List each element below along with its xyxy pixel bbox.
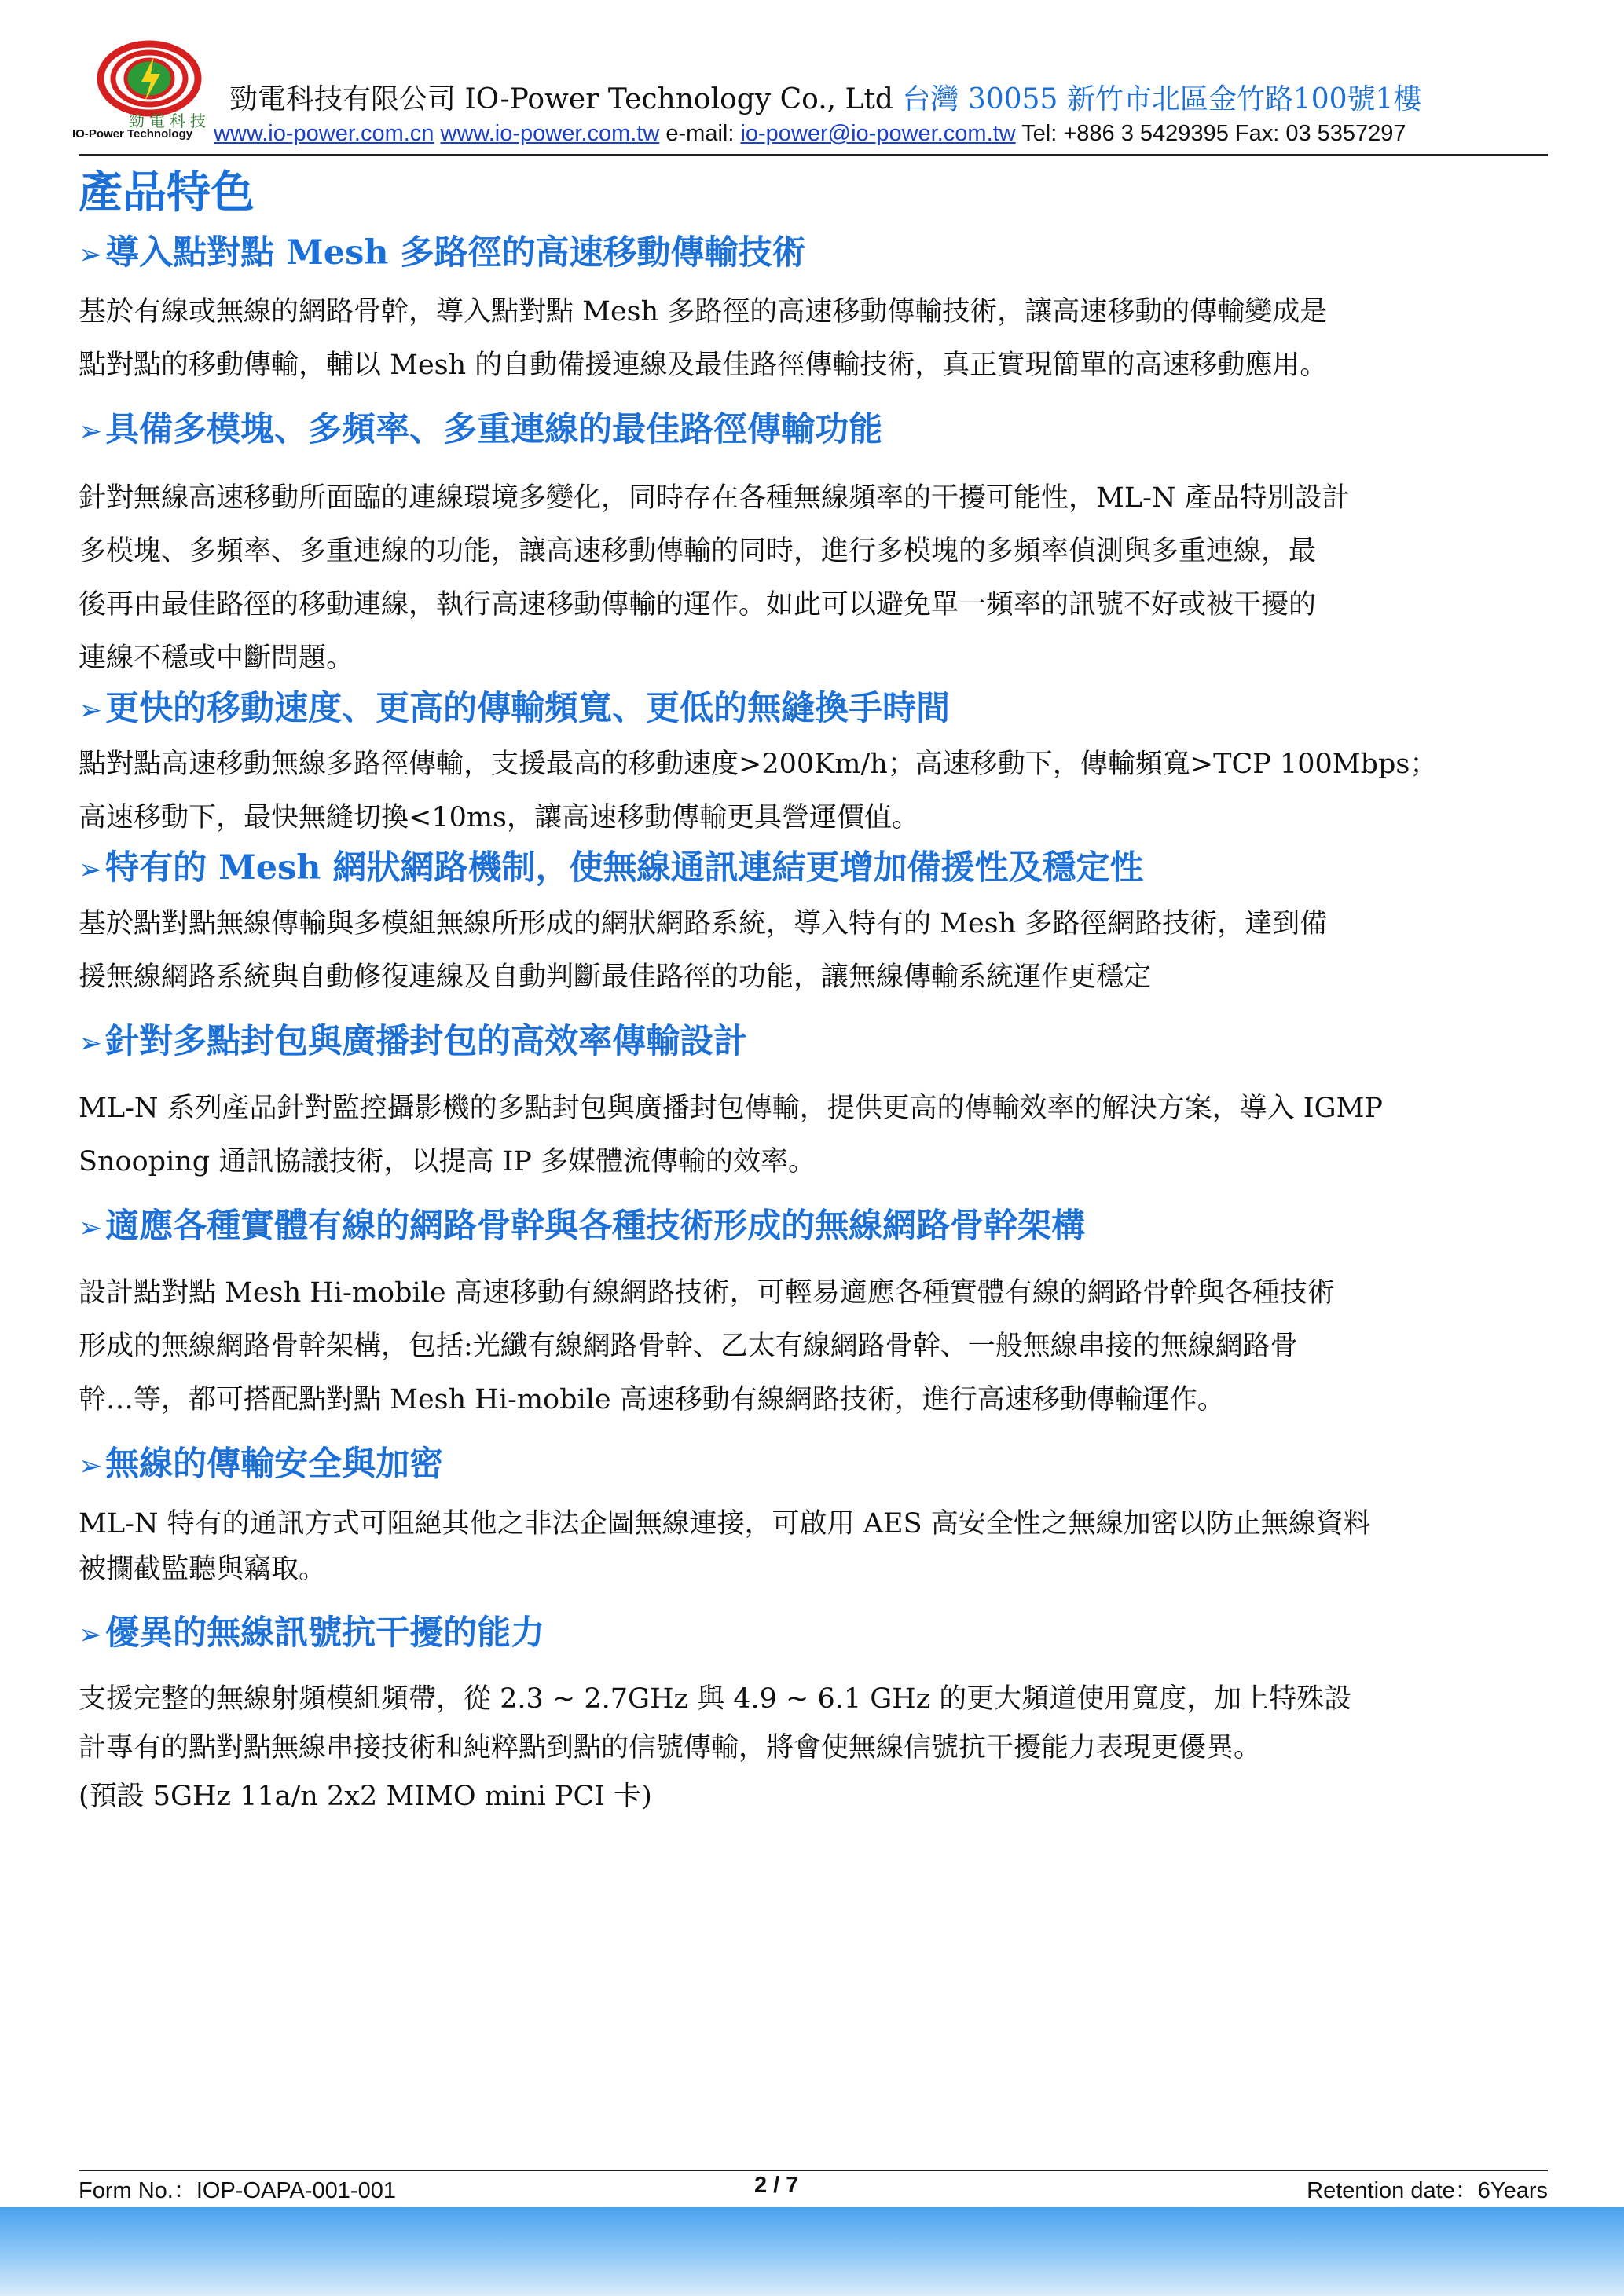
section-heading: ➢無線的傳輸安全與加密 <box>79 1445 444 1484</box>
arrow-bullet-icon: ➢ <box>79 1027 103 1060</box>
section-body: 針對無線高速移動所面臨的連線環境多變化，同時存在各種無線頻率的干擾可能性，ML-N 產品特別設計 多模塊、多頻率、多重連線的功能，讓高速移動傳輸的同時，進行多模塊的多頻率偵測與多重連線，最 後再由最佳路徑的移動連線，執行高速移動傳輸的運作。如此可以避免單一頻率的訊號不好或被干擾的 連線不穩或中斷問題。 <box>79 482 1350 674</box>
section-heading: ➢導入點對點 Mesh 多路徑的高速移動傳輸技術 <box>79 233 806 273</box>
section-body: 支援完整的無線射頻模組頻帶，從 2.3 ~ 2.7GHz 與 4.9 ~ 6.1 GHz 的更大頻道使用寬度，加上特殊設 計專有的點對點無線串接技術和純粹點到點的信號傳輸，將會使無線信號抗干擾能力表現更優異。 (預設 5GHz 11a/n 2x2 MIMO mini PCI 卡) <box>79 1683 1352 1812</box>
section-body: 設計點對點 Mesh Hi-mobile 高速移動有線網路技術，可輕易適應各種實體有線的網路骨幹與各種技術 形成的無線網路骨幹架構，包括:光纖有線網路骨幹、乙太有線網路骨幹、一般無線串接的無線網路骨 幹…等，都可搭配點對點 Mesh Hi-mobile 高速移動有線網路技術，進行高速移動傳輸運作。 <box>79 1277 1335 1415</box>
arrow-bullet-icon: ➢ <box>79 1212 103 1244</box>
tel-fax: Tel: +886 3 5429395 Fax: 03 5357297 <box>1021 121 1406 146</box>
footer-divider <box>79 2170 1548 2171</box>
section-heading: ➢優異的無線訊號抗干擾的能力 <box>79 1613 545 1653</box>
section-heading: ➢特有的 Mesh 網狀網路機制，使無線通訊連結更增加備援性及穩定性 <box>79 848 1144 888</box>
logo-cn-text: 勁電科技 <box>129 112 211 130</box>
page-footer <box>79 2173 1548 2204</box>
page-header <box>72 39 1549 157</box>
section-body: ML-N 特有的通訊方式可阻絕其他之非法企圖無線連接，可啟用 AES 高安全性之無線加密以防止無線資料 被攔截監聽與竊取。 <box>79 1508 1371 1585</box>
section-backbone <box>79 1203 1548 1426</box>
company-address: 台灣 30055 新竹市北區金竹路100號1樓 <box>902 83 1422 115</box>
contact-line <box>214 121 1406 147</box>
section-anti-interference <box>79 1609 1548 1821</box>
section-body: 基於點對點無線傳輸與多模組無線所形成的網狀網路系統，導入特有的 Mesh 多路徑網路技術，達到備 援無線網路系統與自動修復連線及自動判斷最佳路徑的功能，讓無線傳輸系統運作更穩定 <box>79 908 1328 993</box>
form-number: Form No.：IOP-OAPA-001-001 <box>79 2178 396 2203</box>
arrow-bullet-icon: ➢ <box>79 694 103 727</box>
website-cn-link[interactable]: www.io-power.com.cn <box>214 121 434 146</box>
arrow-bullet-icon: ➢ <box>79 416 103 448</box>
section-multicast <box>79 1018 1548 1188</box>
section-mesh-network <box>79 844 1548 1004</box>
header-divider <box>79 154 1548 156</box>
retention-date: Retention date：6Years <box>1307 2178 1548 2203</box>
section-security <box>79 1441 1548 1592</box>
arrow-bullet-icon: ➢ <box>79 1450 103 1482</box>
section-heading: ➢具備多模塊、多頻率、多重連線的最佳路徑傳輸功能 <box>79 410 883 449</box>
company-name: 勁電科技有限公司 IO-Power Technology Co., Ltd <box>229 83 893 115</box>
footer-band <box>0 2207 1624 2296</box>
section-mesh-multipath <box>79 229 1548 392</box>
email-label: e-mail: <box>665 121 735 146</box>
main-content <box>79 165 1548 1821</box>
arrow-bullet-icon: ➢ <box>79 1619 103 1651</box>
section-heading: ➢更快的移動速度、更高的傳輸頻寬、更低的無縫換手時間 <box>79 689 951 728</box>
page-title: 產品特色 <box>79 167 255 218</box>
email-link[interactable]: io-power@io-power.com.tw <box>740 121 1016 146</box>
logo-en-text: IO-Power Technology <box>72 127 193 141</box>
section-body: 基於有線或無線的網路骨幹，導入點對點 Mesh 多路徑的高速移動傳輸技術，讓高速移動的傳輸變成是 點對點的移動傳輸，輔以 Mesh 的自動備援連線及最佳路徑傳輸技術，真正實現簡單的高速移動應用。 <box>79 296 1328 381</box>
section-body: 點對點高速移動無線多路徑傳輸，支援最高的移動速度>200Km/h；高速移動下，傳輸頻寬>TCP 100Mbps； 高速移動下，最快無縫切換<10ms，讓高速移動傳輸更具營運價值。 <box>79 749 1438 833</box>
section-body: ML-N 系列產品針對監控攝影機的多點封包與廣播封包傳輸，提供更高的傳輸效率的解決方案，導入 IGMP Snooping 通訊協議技術，以提高 IP 多媒體流傳輸的效率。 <box>79 1093 1383 1177</box>
section-heading: ➢針對多點封包與廣播封包的高效率傳輸設計 <box>79 1022 748 1061</box>
arrow-bullet-icon: ➢ <box>79 239 103 271</box>
page-number: 2 / 7 <box>754 2173 799 2198</box>
company-line <box>229 77 1421 117</box>
section-multi-module <box>79 406 1548 685</box>
section-heading: ➢適應各種實體有線的網路骨幹與各種技術形成的無線網路骨幹架構 <box>79 1207 1086 1246</box>
arrow-bullet-icon: ➢ <box>79 854 103 886</box>
website-tw-link[interactable]: www.io-power.com.tw <box>440 121 660 146</box>
section-speed-bandwidth <box>79 685 1548 844</box>
